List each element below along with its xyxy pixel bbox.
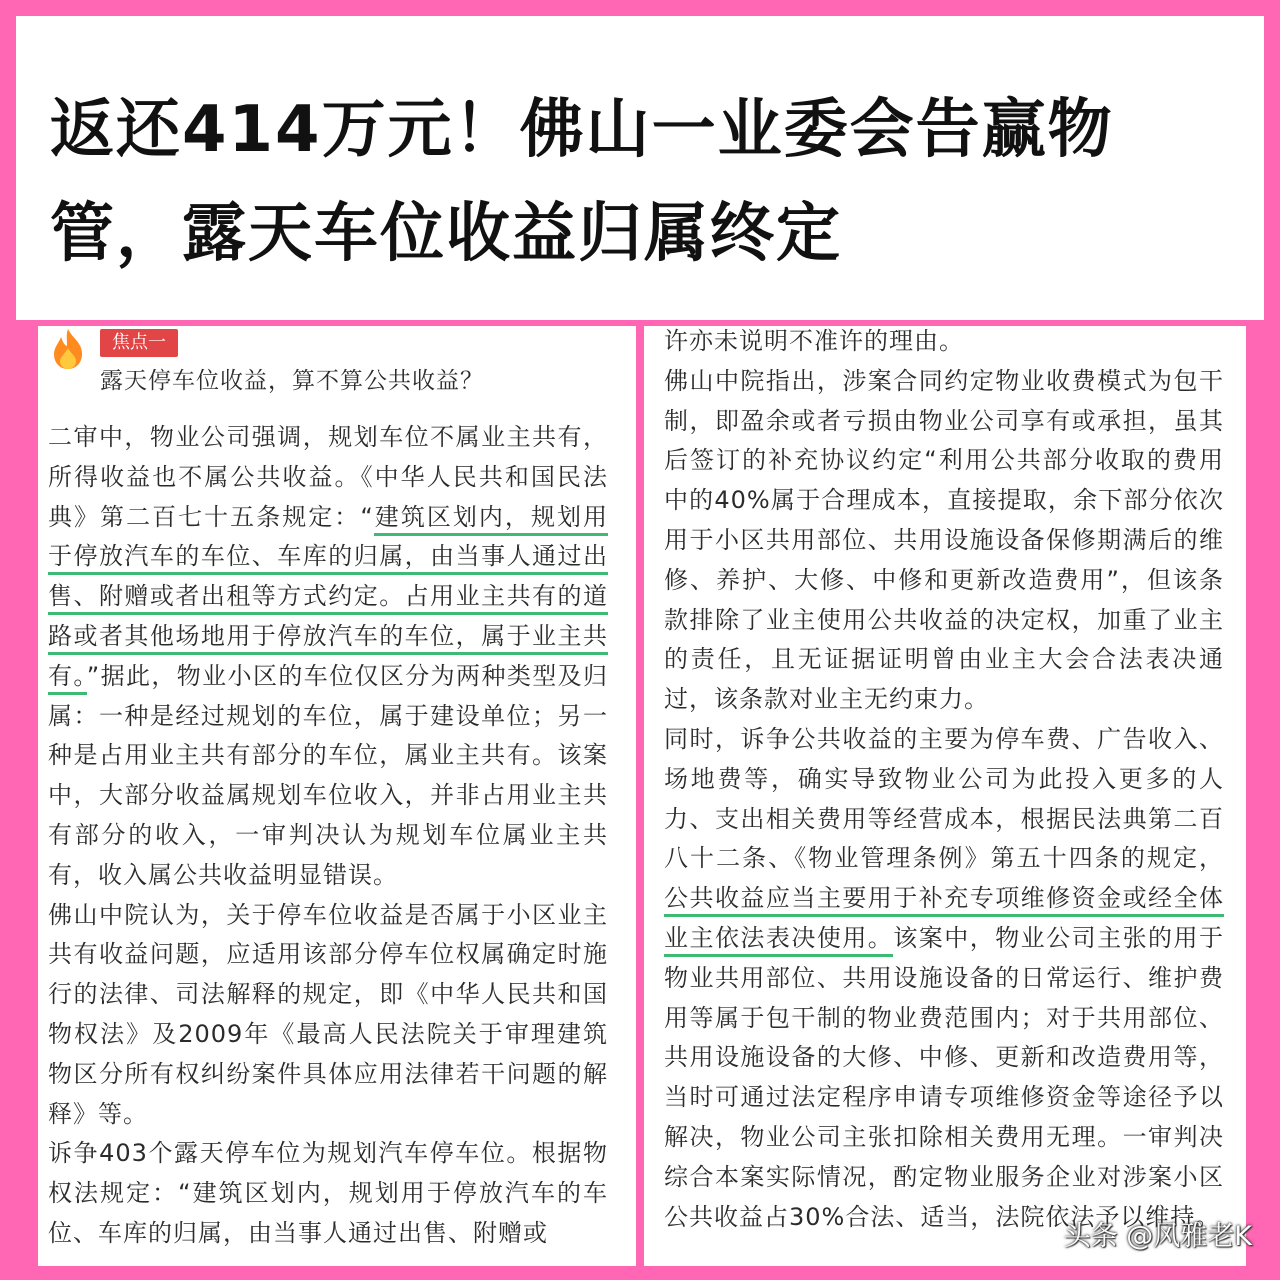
paragraph-text: 该案中，物业公司主张的用于物业共用部位、共用设施设备的日常运行、维护费用等属于包干制的物业费范围内；对于共用部位、共用设施设备的大修、中修、更新和改造费用等，当时可通过法定程序申请专项维修资金等途径予以解决，物业公司主张扣除相关费用无理。一审判决综合本案实际情况，酌定物业服务企业对涉案小区公共收益占30%合法、适当，法院依法予以维持。	[664, 923, 1225, 1231]
paragraph-text: 同时，诉争公共收益的主要为停车费、广告收入、场地费等，确实导致物业公司为此投入更多的人力、支出相关费用等经营成本，根据民法典第二百八十二条、《物业管理条例》第五十四条的规定，	[664, 724, 1224, 873]
highlighted-quote: 建筑区划内，规划用于停放汽车的车位、车库的归属，由当事人通过出售、附赠或者出租等方式约定。占用业主共有的道路或者其他场地用于停放汽车的车位，属于业主共有。	[48, 503, 608, 695]
left-body	[48, 418, 608, 1254]
paragraph: 佛山中院认为，关于停车位收益是否属于小区业主共有收益问题，应适用该部分停车位权属确定时施行的法律、司法解释的规定，即《中华人民共和国物权法》及2009年《最高人民法院关于审理建筑物区分所有权纠纷案件具体应用法律若干问题的解释》等。	[48, 900, 608, 1128]
title-box	[16, 16, 1264, 320]
focus-tag: 焦点一	[100, 329, 178, 357]
paragraph	[664, 720, 1224, 1237]
paragraph-text: 二审中，物业公司强调，规划车位不属业主共有，所得收益也不属公共收益。《中华人民共和国民法典》第二百七十五条规定：“	[48, 423, 608, 531]
highlighted-quote: 公共收益应当主要用于补充专项维修资金或经全体业主依法表决使用。	[664, 884, 1224, 957]
focus-header	[38, 326, 636, 416]
right-column	[644, 326, 1246, 1266]
paragraph: 许亦未说明不准许的理由。	[664, 327, 964, 355]
paragraph	[48, 418, 608, 896]
fire-icon	[48, 328, 88, 370]
focus-question: 露天停车位收益，算不算公共收益？	[100, 368, 484, 394]
article-title: 返还414万元！佛山一业委会告赢物管，露天车位收益归属终定	[50, 93, 1114, 271]
left-column	[38, 326, 636, 1266]
paragraph: 诉争403个露天停车位为规划汽车停车位。根据物权法规定：“建筑区划内，规划用于停放汽车的车位、车库的归属，由当事人通过出售、附赠或	[48, 1139, 608, 1247]
watermark: 头条 @风雅老K	[1063, 1221, 1252, 1252]
right-body	[664, 326, 1224, 1237]
paragraph-text: ”据此，物业小区的车位仅区分为两种类型及归属：一种是经过规划的车位，属于建设单位；另一种是占用业主共有部分的车位，属业主共有。该案中，大部分收益属规划车位收入，并非占用业主共有部分的收入，一审判决认为规划车位属业主共有，收入属公共收益明显错误。	[48, 661, 608, 889]
paragraph: 佛山中院指出，涉案合同约定物业收费模式为包干制，即盈余或者亏损由物业公司享有或承担，虽其后签订的补充协议约定“利用公共部分收取的费用中的40%属于合理成本，直接提取，余下部分依次用于小区共用部位、共用设施设备保修期满后的维修、养护、大修、中修和更新改造费用”，但该条款排除了业主使用公共收益的决定权，加重了业主的责任，且无证据证明曾由业主大会合法表决通过，该条款对业主无约束力。	[664, 366, 1224, 714]
